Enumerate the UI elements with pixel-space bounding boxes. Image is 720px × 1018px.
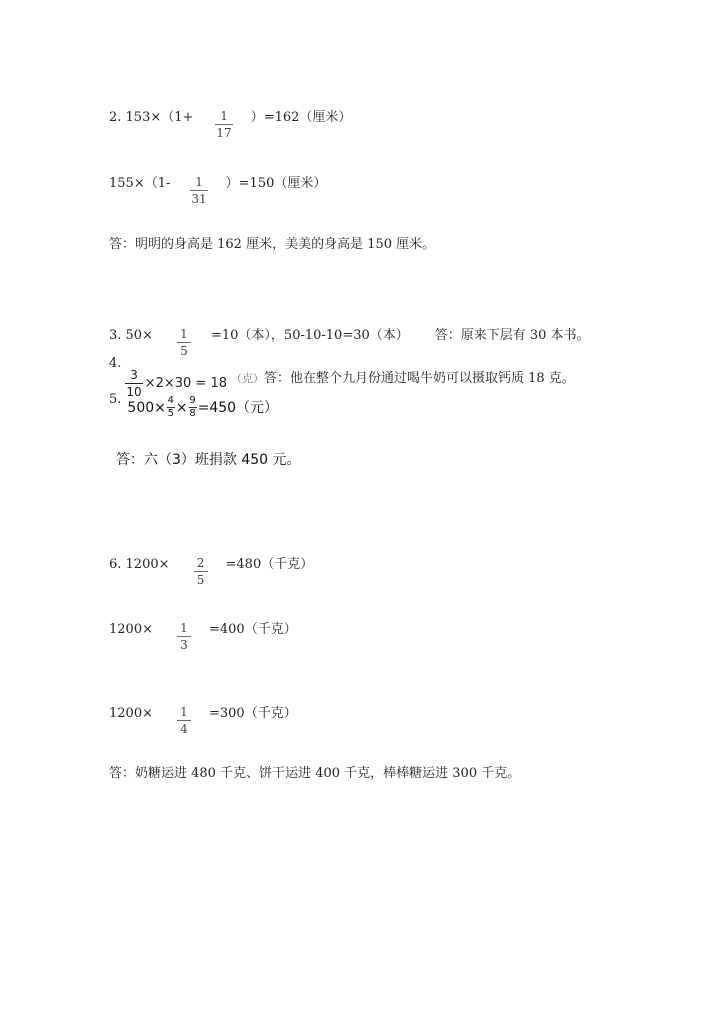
fraction-numerator: 1	[195, 175, 203, 189]
answer-text: 答：原来下层有 30 本书。	[434, 328, 590, 343]
expression-suffix: ）=162（厘米）	[250, 110, 352, 125]
problem-number: 4.	[109, 356, 122, 371]
answer-text: 答：奶糖运进 480 千克、饼干运进 400 千克，棒棒糖运进 300 千克。	[109, 766, 521, 781]
expression-prefix: 1200×	[109, 622, 153, 637]
fraction	[194, 557, 208, 587]
fraction-denominator: 10	[126, 385, 142, 399]
fraction-denominator: 31	[191, 192, 207, 206]
fraction-denominator: 5	[180, 344, 188, 358]
answer-text: 答：明明的身高是 162 厘米，美美的身高是 150 厘米。	[109, 237, 436, 252]
expression-base: 500×	[127, 399, 166, 416]
fraction	[177, 706, 191, 736]
expression-suffix: =480（千克）	[225, 557, 314, 572]
fraction-bar	[190, 190, 207, 191]
answer-text: 答：六（3）班捐款 450 元。	[116, 452, 301, 468]
expression-suffix: =400（千克）	[208, 622, 297, 637]
fraction-numerator: 9	[189, 395, 196, 406]
fraction-numerator: 1	[220, 109, 228, 123]
fraction-denominator: 5	[196, 573, 205, 587]
fraction-numerator: 1	[180, 621, 188, 635]
problem-6-line-1	[109, 543, 313, 587]
fraction-denominator: 4	[180, 722, 188, 736]
fraction-bar	[177, 342, 191, 343]
fraction-denominator: 5	[167, 408, 175, 419]
problem-6-line-2	[109, 608, 297, 652]
fraction-numerator: 3	[130, 368, 138, 382]
fraction-numerator: 2	[196, 556, 205, 570]
expression-prefix: 1200×	[109, 706, 153, 721]
unit-label: （克）	[231, 372, 264, 385]
fraction-numerator: 1	[180, 705, 188, 719]
fraction	[177, 622, 191, 652]
fraction-numerator: 1	[180, 327, 188, 341]
expression-prefix: 2. 153×（1+	[109, 110, 194, 125]
fraction-bar	[177, 636, 191, 637]
fraction-bar	[215, 124, 232, 125]
expression-prefix: 3. 50×	[109, 328, 153, 343]
fraction-bar	[194, 571, 208, 572]
problem-3-line	[109, 314, 590, 358]
problem-5-line	[109, 392, 278, 419]
fraction-bar	[125, 383, 142, 384]
fraction	[215, 110, 232, 140]
problem-6-line-3	[109, 692, 297, 736]
fraction-denominator: 3	[180, 638, 188, 652]
expression-prefix: 6. 1200×	[109, 557, 170, 572]
expression-suffix: =300（千克）	[208, 706, 297, 721]
fraction-2	[189, 396, 197, 419]
expression-result: =450（元）	[197, 399, 279, 416]
fraction-denominator: 17	[216, 126, 232, 140]
fraction-1	[167, 396, 175, 419]
fraction-numerator: 4	[167, 395, 175, 406]
fraction	[177, 328, 191, 358]
expression-suffix: ）=150（厘米）	[225, 176, 327, 191]
answer-text: 答：他在整个九月份通过喝牛奶可以摄取钙质 18 克。	[264, 371, 575, 386]
expression	[127, 396, 278, 419]
times-sign: ×	[175, 399, 188, 416]
problem-5-answer	[116, 452, 301, 468]
expression-suffix: =10（本），50-10-10=30（本）	[210, 328, 409, 343]
problem-6-answer	[109, 766, 520, 782]
expression-prefix: 155×（1-	[109, 176, 171, 191]
problem-2-line-1	[109, 96, 351, 140]
fraction-denominator: 8	[189, 408, 196, 419]
fraction	[190, 176, 207, 206]
fraction-bar	[177, 720, 191, 721]
expression: ×2×30 = 18	[144, 376, 227, 391]
problem-2-line-2	[109, 162, 326, 206]
problem-number: 5.	[109, 392, 122, 407]
problem-2-answer	[109, 237, 435, 253]
